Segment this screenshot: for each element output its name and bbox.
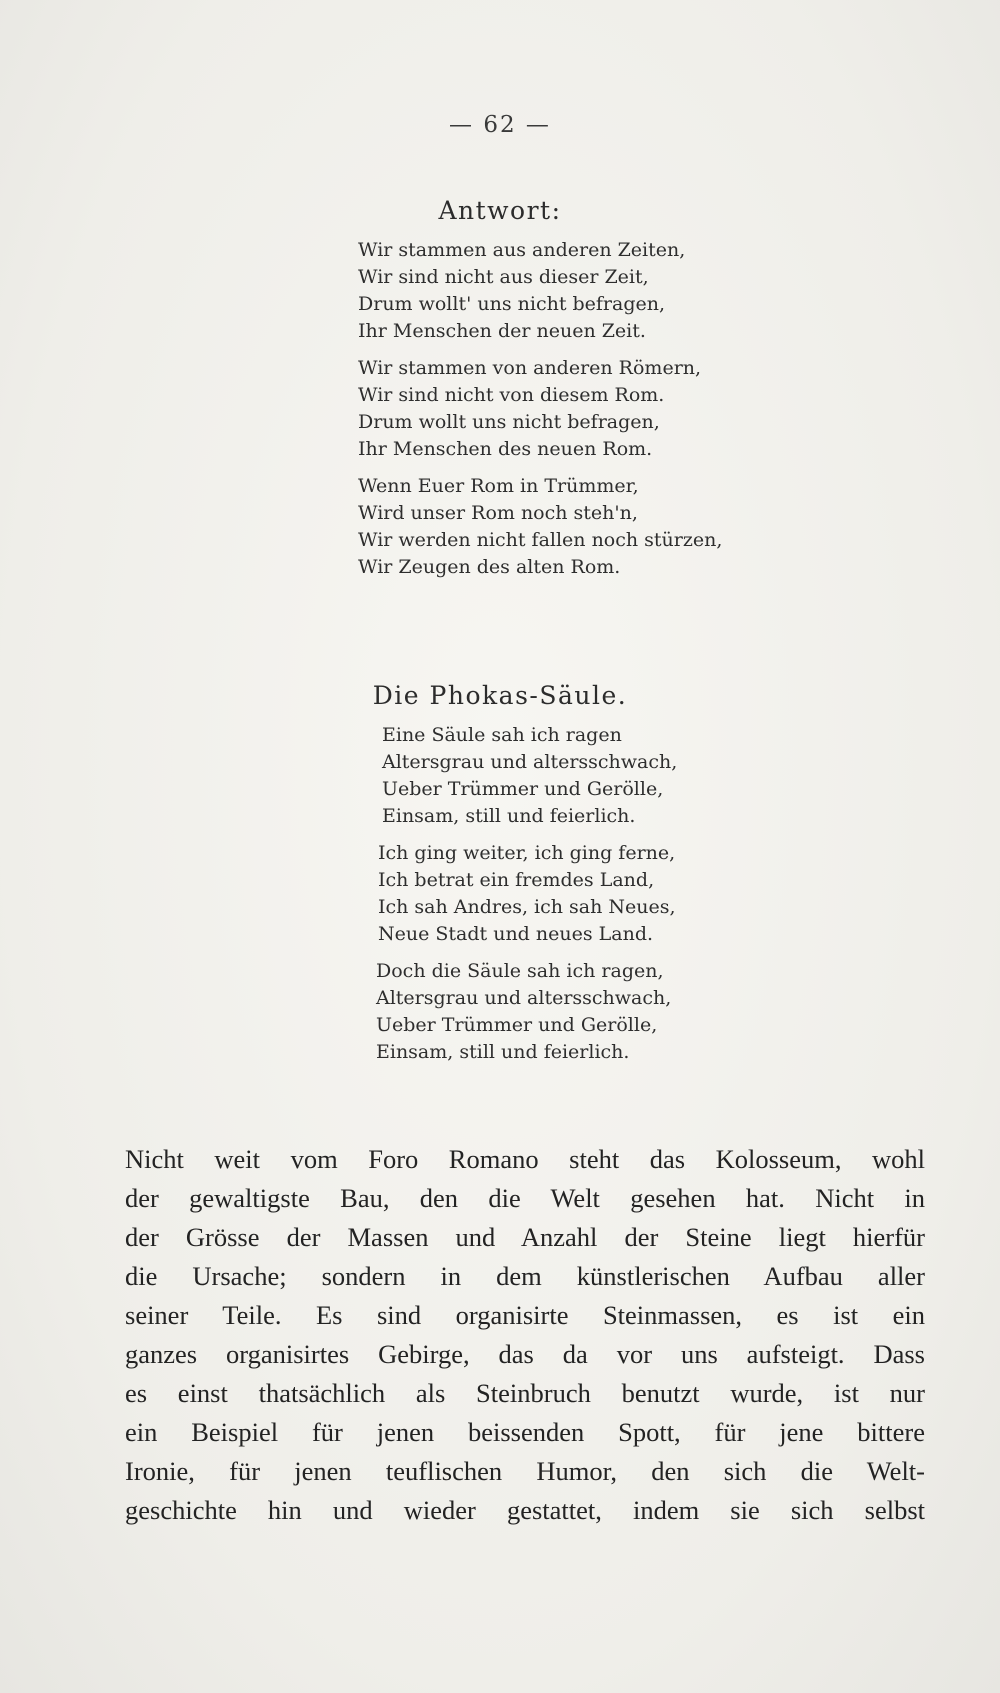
poem-line: Ich ging weiter, ich ging ferne,	[378, 842, 676, 864]
poem-title: Die Phokas-Säule.	[372, 681, 628, 710]
poem-line: Ich betrat ein fremdes Land,	[378, 869, 655, 891]
stanza	[0, 840, 1000, 948]
stanza	[0, 473, 1000, 581]
prose-line: der Grösse der Massen und Anzahl der Steine liegt hierfür	[125, 1222, 925, 1252]
poem-title: Antwort:	[438, 196, 562, 225]
poem-line: Wir Zeugen des alten Rom.	[358, 556, 621, 578]
poem-line: Einsam, still und feierlich.	[376, 1041, 630, 1063]
poem-line: Ueber Trümmer und Gerölle,	[376, 1014, 658, 1036]
poem-line: Drum wollt' uns nicht befragen,	[358, 293, 666, 315]
prose-line: seiner Teile. Es sind organisirte Steinmassen, es ist ein	[125, 1300, 925, 1330]
poem-line: Ihr Menschen des neuen Rom.	[358, 438, 653, 460]
stanza	[0, 237, 1000, 345]
page-number: — 62 —	[449, 112, 551, 138]
poem-line: Ueber Trümmer und Gerölle,	[382, 778, 664, 800]
prose-line: Ironie, für jenen teuflischen Humor, den sich die Welt-	[125, 1456, 925, 1486]
poem-line: Wenn Euer Rom in Trümmer,	[358, 475, 639, 497]
poem-line: Wir sind nicht aus dieser Zeit,	[358, 266, 649, 288]
poem-line: Ihr Menschen der neuen Zeit.	[358, 320, 646, 342]
poem-line: Ich sah Andres, ich sah Neues,	[378, 896, 676, 918]
poem-line: Wir sind nicht von diesem Rom.	[358, 384, 665, 406]
poem-line: Wir werden nicht fallen noch stürzen,	[358, 529, 723, 551]
poem-phokas-saeule	[0, 681, 1000, 1066]
prose-line: der gewaltigste Bau, den die Welt gesehen hat. Nicht in	[125, 1183, 925, 1213]
poem-line: Altersgrau und altersschwach,	[382, 751, 678, 773]
prose-line: ein Beispiel für jenen beissenden Spott, für jene bittere	[125, 1417, 925, 1447]
prose-line: geschichte hin und wieder gestattet, indem sie sich selbst	[125, 1495, 925, 1525]
poem-line: Eine Säule sah ich ragen	[382, 724, 622, 746]
poem-line: Wir stammen von anderen Römern,	[358, 357, 702, 379]
stanza	[0, 958, 1000, 1066]
prose-line: die Ursache; sondern in dem künstlerischen Aufbau aller	[125, 1261, 925, 1291]
prose-line: Nicht weit vom Foro Romano steht das Kolosseum, wohl	[125, 1144, 925, 1174]
stanza	[0, 722, 1000, 830]
poem-line: Wird unser Rom noch steh'n,	[358, 502, 638, 524]
poem-line: Wir stammen aus anderen Zeiten,	[358, 239, 686, 261]
stanza	[0, 355, 1000, 463]
poem-line: Neue Stadt und neues Land.	[378, 923, 654, 945]
poem-antwort	[0, 196, 1000, 581]
prose-line: es einst thatsächlich als Steinbruch benutzt wurde, ist nur	[125, 1378, 925, 1408]
poem-line: Altersgrau und altersschwach,	[376, 987, 672, 1009]
poem-line: Doch die Säule sah ich ragen,	[376, 960, 664, 982]
poem-line: Einsam, still und feierlich.	[382, 805, 636, 827]
poem-line: Drum wollt uns nicht befragen,	[358, 411, 660, 433]
prose-line: ganzes organisirtes Gebirge, das da vor uns aufsteigt. Dass	[125, 1339, 925, 1369]
prose-paragraph	[125, 1140, 925, 1530]
